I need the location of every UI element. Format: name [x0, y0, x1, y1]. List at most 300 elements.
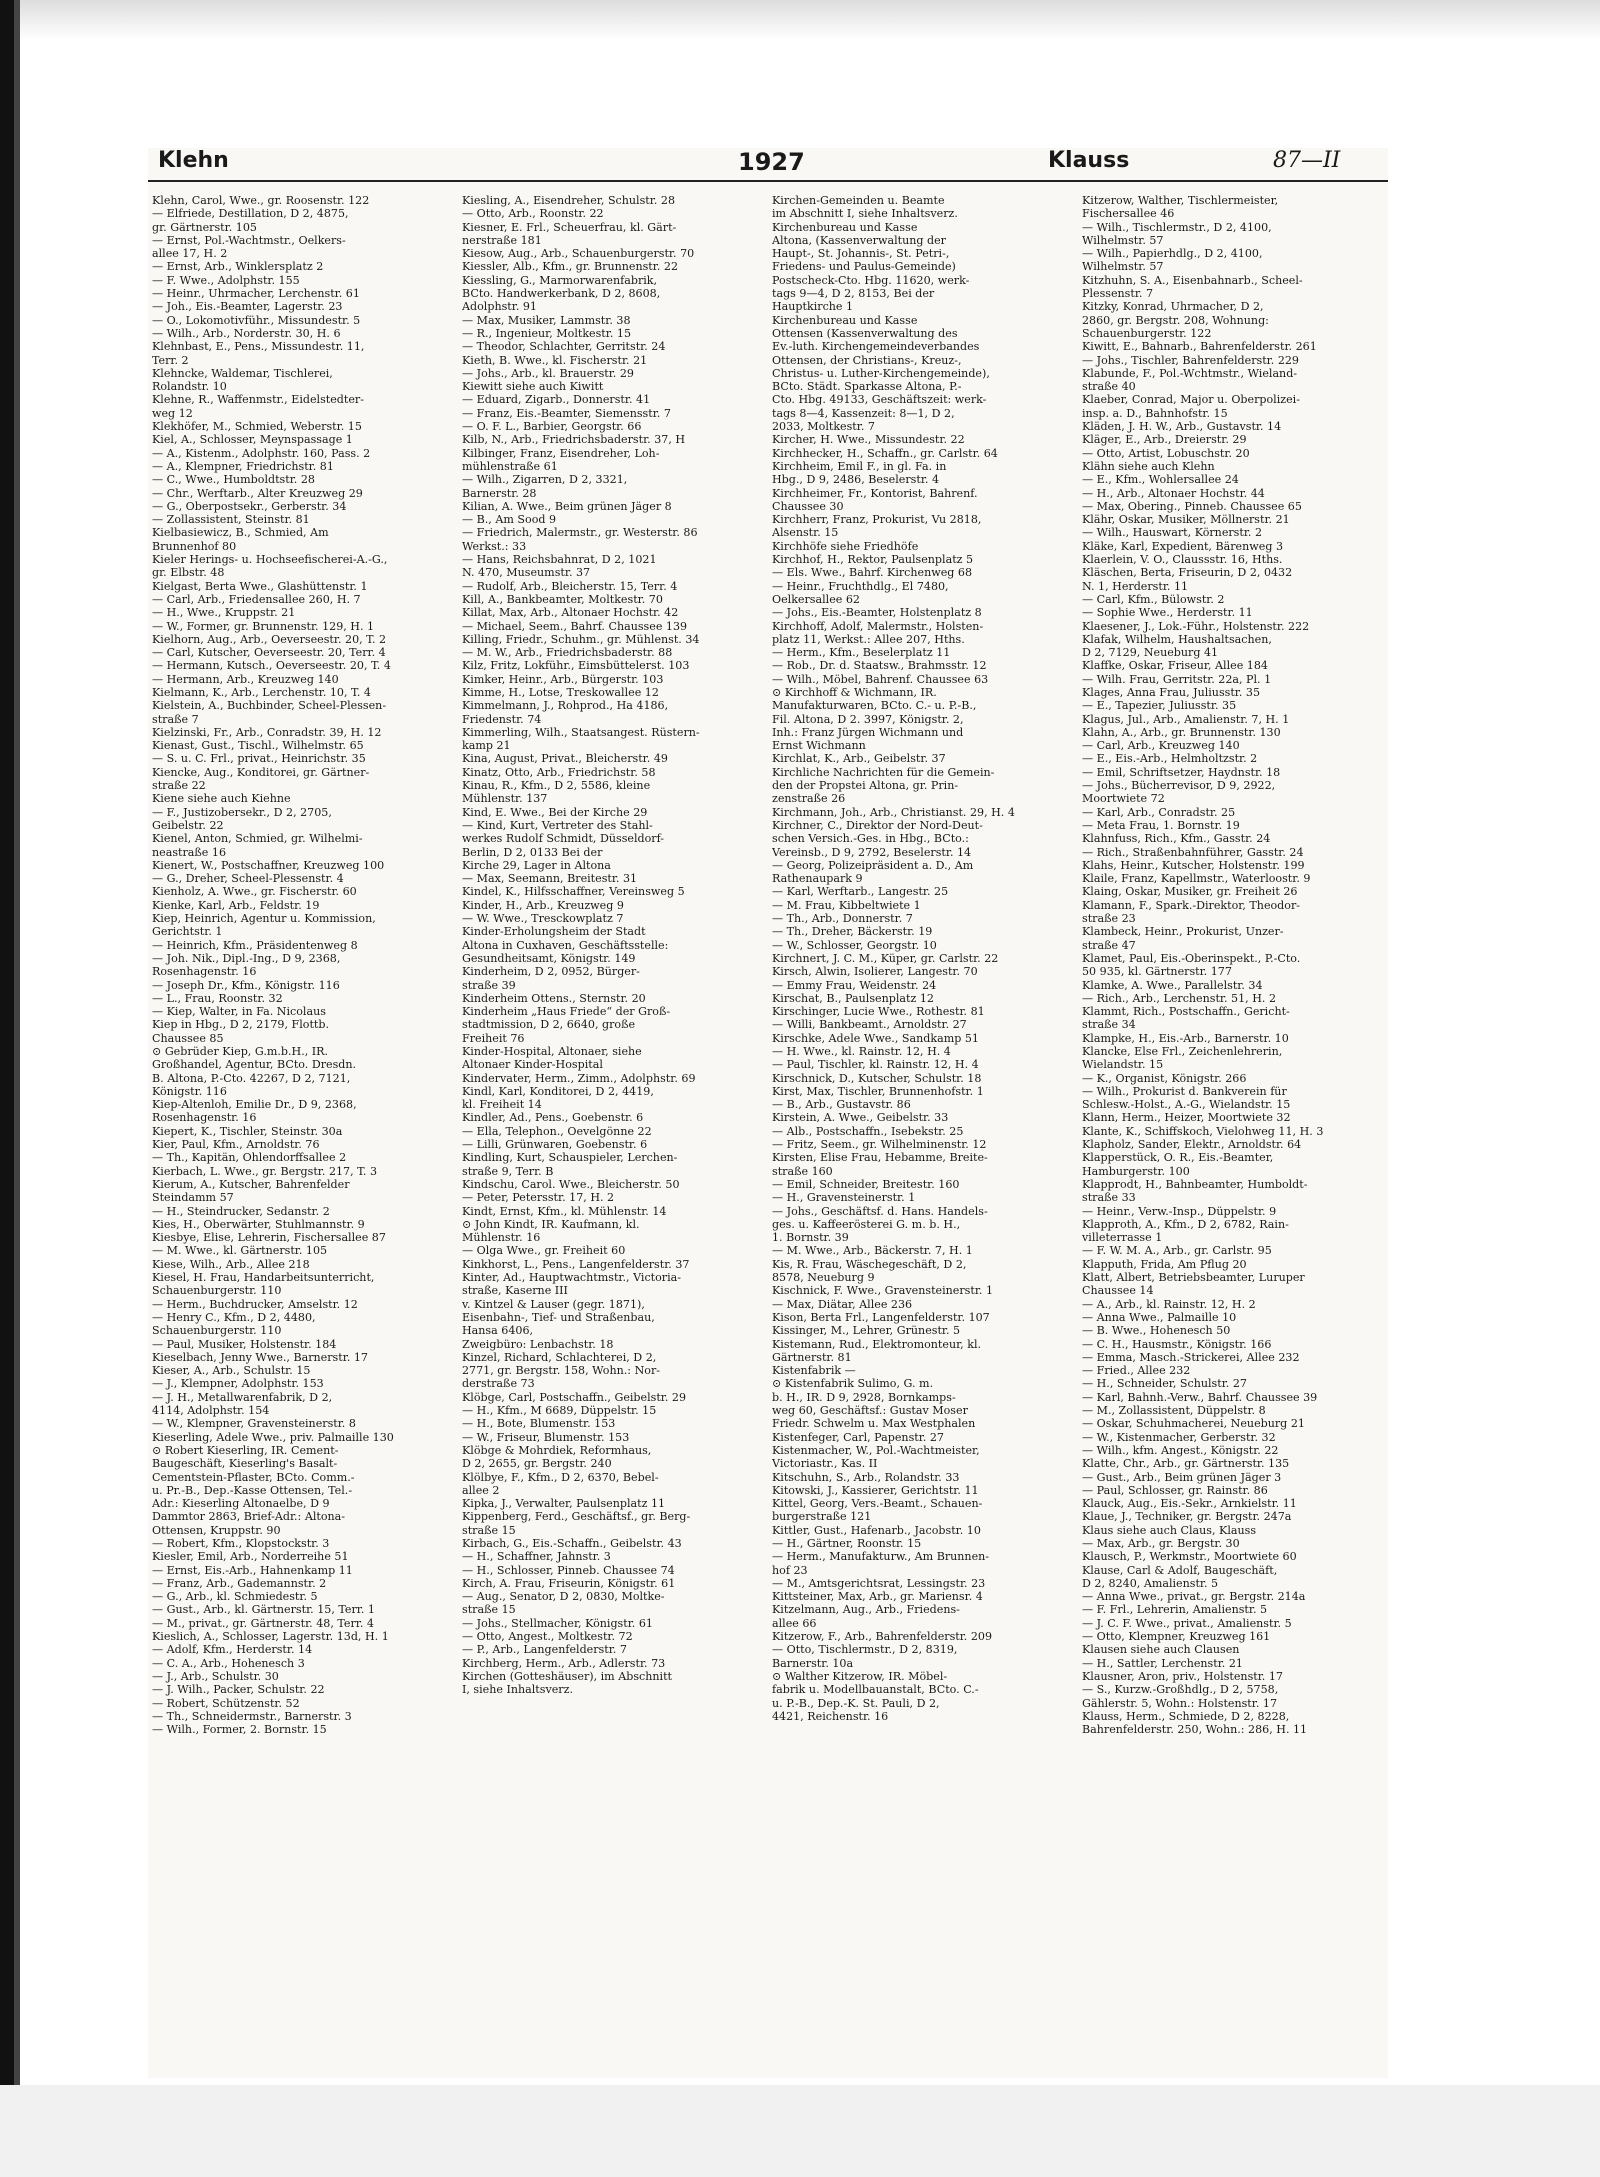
- directory-entry-line: u. P.-B., Dep.-K. St. Pauli, D 2,: [772, 1696, 940, 1710]
- column-3: [772, 194, 1070, 2054]
- directory-entry-line: Kiesbye, Elise, Lehrerin, Fischersallee 87: [152, 1231, 386, 1245]
- directory-entry-line: N. 470, Museumstr. 37: [462, 566, 591, 580]
- directory-entry-line: Kirchenbureau und Kasse: [772, 313, 918, 327]
- directory-entry-line: tags 9—4, D 2, 8153, Bei der: [772, 287, 935, 301]
- directory-entry-line: — Max, Obering., Pinneb. Chaussee 65: [1082, 499, 1302, 513]
- directory-entry-line: Klafak, Wilhelm, Haushaltsachen,: [1082, 632, 1272, 646]
- directory-entry-line: Kiessler, Alb., Kfm., gr. Brunnenstr. 22: [462, 260, 679, 274]
- directory-entry-line: — Wilh. Frau, Gerritstr. 22a, Pl. 1: [1082, 672, 1272, 686]
- directory-entry-line: Kirsch, Alwin, Isolierer, Langestr. 70: [772, 965, 978, 979]
- directory-entry-line: — Ernst, Pol.-Wachtmstr., Oelkers-: [152, 233, 346, 247]
- directory-entry-line: Kirche 29, Lager in Altona: [462, 858, 611, 872]
- directory-entry-line: Kielzinski, Fr., Arb., Conradstr. 39, H. 12: [152, 725, 382, 739]
- directory-entry-line: — O., Lokomotivführ., Missundestr. 5: [152, 313, 361, 327]
- directory-entry-line: Kinderheim „Haus Friede“ der Groß-: [462, 1005, 671, 1019]
- directory-entry-line: Chaussee 14: [1082, 1284, 1154, 1298]
- directory-entry-line: — Emil, Schriftsetzer, Haydnstr. 18: [1082, 765, 1281, 779]
- directory-entry-line: Klaus siehe auch Claus, Klauss: [1082, 1523, 1257, 1537]
- directory-entry-line: — Wilh., Former, 2. Bornstr. 15: [152, 1723, 327, 1737]
- directory-entry-line: Kinatz, Otto, Arb., Friedrichstr. 58: [462, 765, 656, 779]
- directory-entry-line: Kies, H., Oberwärter, Stuhlmannstr. 9: [152, 1217, 365, 1231]
- directory-entry-line: Kittler, Gust., Hafenarb., Jacobstr. 10: [772, 1523, 981, 1537]
- directory-entry-line: — O. F. L., Barbier, Georgstr. 66: [462, 420, 642, 434]
- page-header: [148, 148, 1388, 188]
- directory-entry-line: D 2, 7129, Neueburg 41: [1082, 646, 1219, 660]
- directory-entry-line: — Max, Arb., gr. Bergstr. 30: [1082, 1536, 1240, 1550]
- directory-entry-line: Gärtnerstr. 81: [772, 1350, 852, 1364]
- directory-entry-line: Hbg., D 9, 2486, Beselerstr. 4: [772, 473, 940, 487]
- directory-entry-line: Kiepert, K., Tischler, Steinstr. 30a: [152, 1124, 343, 1138]
- directory-entry-line: Kiep-Altenloh, Emilie Dr., D 9, 2368,: [152, 1098, 357, 1112]
- directory-entry-line: straße 47: [1082, 938, 1136, 952]
- directory-entry-line: — H., Gravensteinerstr. 1: [772, 1191, 916, 1205]
- directory-entry-line: Klatt, Albert, Betriebsbeamter, Luruper: [1082, 1271, 1305, 1285]
- directory-entry-line: — H., Schaffner, Jahnstr. 3: [462, 1550, 611, 1564]
- directory-entry-line: Klehnbast, E., Pens., Missundestr. 11,: [152, 340, 365, 354]
- directory-entry-line: kamp 21: [462, 739, 511, 753]
- directory-entry-line: — Th., Arb., Donnerstr. 7: [772, 912, 913, 926]
- directory-entry-line: Barnerstr. 10a: [772, 1656, 854, 1670]
- directory-entry-line: ⊙ Robert Kieserling, IR. Cement-: [152, 1443, 339, 1457]
- directory-entry-line: BCto. Städt. Sparkasse Altona, P.-: [772, 380, 962, 394]
- directory-entry-line: — Carl, Arb., Kreuzweg 140: [1082, 739, 1240, 753]
- directory-entry-line: — J. C. F. Wwe., privat., Amalienstr. 5: [1082, 1616, 1292, 1630]
- directory-entry-line: neastraße 16: [152, 845, 227, 859]
- directory-entry-line: Moortwiete 72: [1082, 792, 1165, 806]
- directory-entry-line: — Els. Wwe., Bahrf. Kirchenweg 68: [772, 566, 973, 580]
- directory-entry-line: — Johs., Eis.-Beamter, Holstenplatz 8: [772, 606, 982, 620]
- directory-entry-line: — Rob., Dr. d. Staatsw., Brahmsstr. 12: [772, 659, 987, 673]
- directory-entry-line: Kläden, J. H. W., Arb., Gustavstr. 14: [1082, 420, 1282, 434]
- directory-entry-line: Kier, Paul, Kfm., Arnoldstr. 76: [152, 1138, 320, 1152]
- directory-entry-line: Kirchmann, Joh., Arb., Christianst. 29, H. 4: [772, 805, 1015, 819]
- directory-entry-line: Klähn siehe auch Klehn: [1082, 459, 1215, 473]
- directory-entry-line: — Meta Frau, 1. Bornstr. 19: [1082, 818, 1240, 832]
- directory-entry-line: 2771, gr. Bergstr. 158, Wohn.: Nor-: [462, 1364, 661, 1378]
- directory-entry-line: — F. Wwe., Adolphstr. 155: [152, 273, 300, 287]
- scan-bottom-margin: [0, 2085, 1600, 2177]
- directory-entry-line: gr. Gärtnerstr. 105: [152, 220, 257, 234]
- directory-entry-line: Friedr. Schwelm u. Max Westphalen: [772, 1417, 976, 1431]
- directory-entry-line: Kienel, Anton, Schmied, gr. Wilhelmi-: [152, 832, 363, 846]
- directory-entry-line: — Wilh., Zigarren, D 2, 3321,: [462, 473, 628, 487]
- directory-entry-line: — Johs., Bücherrevisor, D 9, 2922,: [1082, 779, 1276, 793]
- directory-entry-line: Klabunde, F., Pol.-Wchtmstr., Wieland-: [1082, 366, 1298, 380]
- directory-entry-line: villeterrasse 1: [1082, 1231, 1163, 1245]
- directory-entry-line: — B., Am Sood 9: [462, 513, 557, 527]
- directory-entry-line: — Heinr., Uhrmacher, Lerchenstr. 61: [152, 287, 360, 301]
- directory-entry-line: Eisenbahn-, Tief- und Straßenbau,: [462, 1310, 655, 1324]
- directory-entry-line: Klapprodt, H., Bahnbeamter, Humboldt-: [1082, 1177, 1308, 1191]
- directory-entry-line: N. 1, Herderstr. 11: [1082, 579, 1189, 593]
- directory-entry-line: Kimmerling, Wilh., Staatsangest. Rüstern-: [462, 725, 700, 739]
- directory-entry-line: — Wilh., kfm. Angest., Königstr. 22: [1082, 1443, 1279, 1457]
- directory-entry-line: — M., Zollassistent, Düppelstr. 8: [1082, 1404, 1266, 1418]
- directory-entry-line: Killat, Max, Arb., Altonaer Hochstr. 42: [462, 606, 679, 620]
- directory-entry-line: — A., Kistenm., Adolphstr. 160, Pass. 2: [152, 446, 371, 460]
- directory-entry-line: — Karl, Bahnh.-Verw., Bahrf. Chaussee 39: [1082, 1390, 1318, 1404]
- directory-entry-line: — Georg, Polizeipräsident a. D., Am: [772, 858, 974, 872]
- directory-entry-line: Gerichtstr. 1: [152, 925, 223, 939]
- directory-entry-line: Kipka, J., Verwalter, Paulsenplatz 11: [462, 1497, 666, 1511]
- directory-entry-line: Wilhelmstr. 57: [1082, 233, 1164, 247]
- directory-entry-line: Klekhöfer, M., Schmied, Weberstr. 15: [152, 420, 362, 434]
- directory-entry-line: Ev.-luth. Kirchengemeindeverbandes: [772, 340, 980, 354]
- directory-entry-line: — Ernst, Eis.-Arb., Hahnenkamp 11: [152, 1563, 353, 1577]
- directory-entry-line: burgerstraße 121: [772, 1510, 872, 1524]
- directory-entry-line: Kierbach, L. Wwe., gr. Bergstr. 217, T. 3: [152, 1164, 378, 1178]
- directory-entry-line: — M., Amtsgerichtsrat, Lessingstr. 23: [772, 1576, 986, 1590]
- directory-entry-line: Steindamm 57: [152, 1191, 234, 1205]
- directory-entry-line: — Sophie Wwe., Herderstr. 11: [1082, 606, 1253, 620]
- directory-entry-line: Kinau, R., Kfm., D 2, 5586, kleine: [462, 779, 651, 793]
- directory-entry-line: Klagus, Jul., Arb., Amalienstr. 7, H. 1: [1082, 712, 1290, 726]
- directory-entry-line: Klapputh, Frida, Am Pflug 20: [1082, 1257, 1247, 1271]
- directory-entry-line: Kiep, Heinrich, Agentur u. Kommission,: [152, 912, 376, 926]
- directory-entry-line: — R., Ingenieur, Moltkestr. 15: [462, 326, 632, 340]
- directory-entry-line: Freiheit 76: [462, 1031, 525, 1045]
- directory-entry-line: Kirsten, Elise Frau, Hebamme, Breite-: [772, 1151, 988, 1165]
- directory-entry-line: ⊙ John Kindt, IR. Kaufmann, kl.: [462, 1217, 640, 1231]
- directory-entry-line: Kienke, Karl, Arb., Feldstr. 19: [152, 898, 320, 912]
- directory-entry-line: Kill, A., Bankbeamter, Moltkestr. 70: [462, 592, 663, 606]
- directory-entry-line: Kirch, A. Frau, Friseurin, Königstr. 61: [462, 1576, 676, 1590]
- directory-entry-line: Berlin, D 2, 0133 Bei der: [462, 845, 603, 859]
- directory-entry-line: Chaussee 30: [772, 499, 844, 513]
- directory-entry-line: Fil. Altona, D 2. 3997, Königstr. 2,: [772, 712, 964, 726]
- directory-entry-line: I, siehe Inhaltsverz.: [462, 1683, 573, 1697]
- directory-entry-line: Kiessling, G., Marmorwarenfabrik,: [462, 273, 658, 287]
- directory-entry-line: Kischnick, F. Wwe., Gravensteinerstr. 1: [772, 1284, 994, 1298]
- directory-entry-line: — J., Klempner, Adolphstr. 153: [152, 1377, 324, 1391]
- directory-entry-line: — H., Gärtner, Roonstr. 15: [772, 1536, 922, 1550]
- directory-entry-line: Kiep in Hbg., D 2, 2179, Flottb.: [152, 1018, 329, 1032]
- directory-entry-line: — Willi, Bankbeamt., Arnoldstr. 27: [772, 1018, 967, 1032]
- directory-entry-line: — Karl, Arb., Conradstr. 25: [1082, 805, 1236, 819]
- column-1: [152, 194, 450, 2054]
- directory-entry-line: D 2, 2655, gr. Bergstr. 240: [462, 1457, 612, 1471]
- directory-entry-line: — E., Tapezier, Juliusstr. 35: [1082, 699, 1237, 713]
- directory-entry-line: — Carl, Kfm., Bülowstr. 2: [1082, 592, 1225, 606]
- header-last-entry: Klauss: [1048, 148, 1130, 173]
- directory-entry-line: Klamet, Paul, Eis.-Oberinspekt., P.-Cto.: [1082, 951, 1301, 965]
- directory-entry-line: Kistenmacher, W., Pol.-Wachtmeister,: [772, 1443, 980, 1457]
- directory-entry-line: — Rich., Straßenbahnführer, Gasstr. 24: [1082, 845, 1304, 859]
- directory-entry-line: Gesundheitsamt, Königstr. 149: [462, 951, 636, 965]
- directory-entry-line: — M. Wwe., Arb., Bäckerstr. 7, H. 1: [772, 1244, 973, 1258]
- directory-entry-line: Kirchlat, K., Arb., Geibelstr. 37: [772, 752, 946, 766]
- directory-entry-line: ⊙ Gebrüder Kiep, G.m.b.H., IR.: [152, 1045, 329, 1058]
- scan-top-margin: [20, 0, 1600, 40]
- directory-entry-line: allee 66: [772, 1616, 817, 1630]
- directory-entry-line: Kirchhöfe siehe Friedhöfe: [772, 539, 919, 553]
- directory-entry-line: insp. a. D., Bahnhofstr. 15: [1082, 406, 1228, 420]
- directory-entry-line: mühlenstraße 61: [462, 459, 558, 473]
- directory-entry-line: — Emmy Frau, Weidenstr. 24: [772, 978, 937, 992]
- directory-entry-line: Kitzerow, Walther, Tischlermeister,: [1082, 194, 1279, 207]
- directory-entry-line: Klehn, Carol, Wwe., gr. Roosenstr. 122: [152, 194, 370, 207]
- directory-entry-line: Kielstein, A., Buchbinder, Scheel-Plessen-: [152, 699, 387, 713]
- directory-entry-line: — F. Frl., Lehrerin, Amalienstr. 5: [1082, 1603, 1268, 1617]
- directory-entry-line: — G., Arb., kl. Schmiedestr. 5: [152, 1590, 318, 1604]
- directory-entry-line: Kielmann, K., Arb., Lerchenstr. 10, T. 4: [152, 685, 371, 699]
- directory-entry-line: Kirchen-Gemeinden u. Beamte: [772, 194, 945, 207]
- directory-entry-line: — Ernst, Arb., Winklersplatz 2: [152, 260, 324, 274]
- directory-entry-line: platz 11, Werkst.: Allee 207, Hths.: [772, 632, 965, 646]
- directory-entry-line: Klaffke, Oskar, Friseur, Allee 184: [1082, 659, 1268, 673]
- directory-entry-line: 1. Bornstr. 39: [772, 1231, 849, 1245]
- directory-entry-line: — K., Organist, Königstr. 266: [1082, 1071, 1247, 1085]
- directory-entry-line: fabrik u. Modellbauanstalt, BCto. C.-: [772, 1683, 979, 1697]
- directory-entry-line: 4421, Reichenstr. 16: [772, 1709, 889, 1723]
- directory-entry-line: Klöbge, Carl, Postschaffn., Geibelstr. 29: [462, 1390, 687, 1404]
- directory-entry-line: — A., Klempner, Friedrichstr. 81: [152, 459, 334, 473]
- directory-entry-line: Kitzhuhn, S. A., Eisenbahnarb., Scheel-: [1082, 273, 1303, 287]
- directory-entry-line: — H., Schlosser, Pinneb. Chaussee 74: [462, 1563, 675, 1577]
- directory-entry-line: straße 34: [1082, 1018, 1136, 1032]
- directory-entry-line: Kirchnert, J. C. M., Küper, gr. Carlstr. 22: [772, 951, 999, 965]
- directory-entry-line: — F. W. M. A., Arb., gr. Carlstr. 95: [1082, 1244, 1272, 1258]
- directory-entry-line: Adr.: Kieserling Altonaelbe, D 9: [152, 1497, 330, 1511]
- directory-entry-line: Kindling, Kurt, Schauspieler, Lerchen-: [462, 1151, 678, 1165]
- directory-entry-line: — J., Arb., Schulstr. 30: [152, 1669, 279, 1683]
- directory-entry-line: Kimmelmann, J., Rohprod., Ha 4186,: [462, 699, 669, 713]
- header-year: 1927: [738, 148, 805, 176]
- directory-entry-line: — Otto, Angest., Moltkestr. 72: [462, 1630, 633, 1644]
- directory-entry-line: straße 22: [152, 779, 206, 793]
- directory-entry-line: — Michael, Seem., Bahrf. Chaussee 139: [462, 619, 688, 633]
- directory-entry-line: Alsenstr. 15: [772, 526, 839, 540]
- directory-entry-line: — H. Wwe., kl. Rainstr. 12, H. 4: [772, 1045, 951, 1058]
- directory-entry-line: — W., Schlosser, Georgstr. 10: [772, 938, 937, 952]
- directory-entry-line: — J. H., Metallwarenfabrik, D 2,: [152, 1390, 333, 1404]
- directory-entry-line: — Herm., Manufakturw., Am Brunnen-: [772, 1550, 990, 1564]
- directory-entry-line: — Anna Wwe., privat., gr. Bergstr. 214a: [1082, 1590, 1306, 1604]
- directory-entry-line: straße 15: [462, 1523, 516, 1537]
- directory-entry-line: Chaussee 85: [152, 1031, 224, 1045]
- directory-entry-line: — Henry C., Kfm., D 2, 4480,: [152, 1310, 316, 1324]
- directory-entry-line: — Herm., Kfm., Beselerplatz 11: [772, 646, 951, 660]
- directory-entry-line: Großhandel, Agentur, BCto. Dresdn.: [152, 1058, 357, 1072]
- directory-entry-line: Werkst.: 33: [462, 539, 527, 553]
- directory-entry-line: — Paul, Musiker, Holstenstr. 184: [152, 1337, 337, 1351]
- directory-entry-line: Kissinger, M., Lehrer, Grünestr. 5: [772, 1324, 961, 1338]
- directory-entry-line: — Ella, Telephon., Oevelgönne 22: [462, 1124, 652, 1138]
- directory-entry-line: — Hermann, Kutsch., Oeverseestr. 20, T. 4: [152, 659, 391, 673]
- directory-entry-line: Klaesener, J., Lok.-Führ., Holstenstr. 222: [1082, 619, 1310, 633]
- directory-entry-line: Klölbye, F., Kfm., D 2, 6370, Bebel-: [462, 1470, 659, 1484]
- directory-entry-line: Rolandstr. 10: [152, 380, 227, 394]
- directory-entry-line: — H., Sattler, Lerchenstr. 21: [1082, 1656, 1243, 1670]
- directory-entry-line: Kilian, A. Wwe., Beim grünen Jäger 8: [462, 499, 672, 513]
- directory-entry-line: — Otto, Klempner, Kreuzweg 161: [1082, 1630, 1271, 1644]
- directory-entry-line: Schauenburgerstr. 110: [152, 1284, 282, 1298]
- directory-entry-line: Kistenfabrik —: [772, 1364, 856, 1378]
- directory-entry-line: zenstraße 26: [772, 792, 846, 806]
- directory-entry-line: — Kiep, Walter, in Fa. Nicolaus: [152, 1005, 326, 1019]
- directory-entry-line: — W. Wwe., Tresckowplatz 7: [462, 912, 624, 926]
- directory-entry-line: derstraße 73: [462, 1377, 535, 1391]
- directory-entry-line: — H., Steindrucker, Sedanstr. 2: [152, 1204, 330, 1218]
- directory-entry-line: Klaile, Franz, Kapellmstr., Waterloostr. 9: [1082, 872, 1311, 886]
- directory-entry-line: — Otto, Artist, Lobuschstr. 20: [1082, 446, 1250, 460]
- directory-entry-line: — Kind, Kurt, Vertreter des Stahl-: [462, 818, 653, 832]
- directory-entry-line: den der Propstei Altona, gr. Prin-: [772, 779, 959, 793]
- directory-entry-line: Kirbach, G., Eis.-Schaffn., Geibelstr. 43: [462, 1536, 682, 1550]
- directory-entry-line: Klausen siehe auch Clausen: [1082, 1643, 1240, 1657]
- header-rule: [148, 180, 1388, 182]
- directory-entry-line: B. Altona, P.-Cto. 42267, D 2, 7121,: [152, 1071, 351, 1085]
- scan-edge-shadow: [14, 0, 20, 2177]
- directory-entry-line: Kienert, W., Postschaffner, Kreuzweg 100: [152, 858, 385, 872]
- directory-entry-line: Cementstein-Pflaster, BCto. Comm.-: [152, 1470, 355, 1484]
- directory-entry-line: Kinkhorst, L., Pens., Langenfelderstr. 37: [462, 1257, 690, 1271]
- directory-entry-line: Hamburgerstr. 100: [1082, 1164, 1190, 1178]
- directory-entry-line: Kinder, H., Arb., Kreuzweg 9: [462, 898, 624, 912]
- directory-entry-line: — Hans, Reichsbahnrat, D 2, 1021: [462, 553, 657, 567]
- directory-entry-line: schen Versich.-Ges. in Hbg., BCto.:: [772, 832, 969, 846]
- directory-entry-line: — A., Arb., kl. Rainstr. 12, H. 2: [1082, 1297, 1256, 1311]
- directory-entry-line: Klauss, Herm., Schmiede, D 2, 8228,: [1082, 1709, 1290, 1723]
- directory-entry-line: Kirstein, A. Wwe., Geibelstr. 33: [772, 1111, 949, 1125]
- directory-entry-line: Ernst Wichmann: [772, 739, 866, 753]
- directory-entry-line: Cto. Hbg. 49133, Geschäftszeit: werk-: [772, 393, 987, 407]
- directory-entry-line: Kilb, N., Arb., Friedrichsbaderstr. 37, H: [462, 433, 686, 447]
- directory-entry-line: Klamann, F., Spark.-Direktor, Theodor-: [1082, 898, 1301, 912]
- directory-entry-line: Kindervater, Herm., Zimm., Adolphstr. 69: [462, 1071, 696, 1085]
- directory-entry-line: — Th., Schneidermstr., Barnerstr. 3: [152, 1709, 352, 1723]
- directory-entry-line: Kirchner, C., Direktor der Nord-Deut-: [772, 818, 983, 832]
- directory-entry-line: Vereinsb., D 9, 2792, Beselerstr. 14: [772, 845, 972, 859]
- directory-entry-line: Ottensen, der Christians-, Kreuz-,: [772, 353, 962, 367]
- directory-entry-line: ges. u. Kaffeerösterei G. m. b. H.,: [772, 1217, 961, 1231]
- directory-entry-line: — Max, Seemann, Breitestr. 31: [462, 872, 638, 886]
- directory-entry-line: — Carl, Kutscher, Oeverseestr. 20, Terr. 4: [152, 646, 386, 660]
- directory-entry-line: straße 15: [462, 1603, 516, 1617]
- directory-entry-line: Ottensen, Kruppstr. 90: [152, 1523, 281, 1537]
- directory-entry-line: Brunnenhof 80: [152, 539, 237, 553]
- directory-entry-line: ⊙ Walther Kitzerow, IR. Möbel-: [772, 1669, 948, 1683]
- directory-entry-line: — Johs., Geschäftsf. d. Hans. Handels-: [772, 1204, 988, 1218]
- directory-entry-line: — Oskar, Schuhmacherei, Neueburg 21: [1082, 1417, 1305, 1431]
- directory-entry-line: — M. Wwe., kl. Gärtnerstr. 105: [152, 1244, 328, 1258]
- directory-entry-line: Postscheck-Cto. Hbg. 11620, werk-: [772, 273, 970, 287]
- directory-entry-line: Mühlenstr. 137: [462, 792, 548, 806]
- directory-entry-line: Kittel, Georg, Vers.-Beamt., Schauen-: [772, 1497, 983, 1511]
- directory-entry-line: — Adolf, Kfm., Herderstr. 14: [152, 1643, 313, 1657]
- directory-entry-line: Kimker, Heinr., Arb., Bürgerstr. 103: [462, 672, 664, 686]
- directory-entry-line: ⊙ Kistenfabrik Sulimo, G. m.: [772, 1377, 934, 1391]
- directory-entry-line: Kierum, A., Kutscher, Bahrenfelder: [152, 1177, 350, 1191]
- directory-entry-line: Altona, (Kassenverwaltung der: [772, 233, 946, 247]
- directory-entry-line: — Max, Musiker, Lammstr. 38: [462, 313, 631, 327]
- directory-entry-line: — Karl, Werftarb., Langestr. 25: [772, 885, 949, 899]
- directory-entry-line: — L., Frau, Roonstr. 32: [152, 991, 283, 1005]
- directory-entry-line: Kindt, Ernst, Kfm., kl. Mühlenstr. 14: [462, 1204, 667, 1218]
- directory-entry-line: — Franz, Eis.-Beamter, Siemensstr. 7: [462, 406, 671, 420]
- directory-entry-line: Kinderheim, D 2, 0952, Bürger-: [462, 965, 640, 979]
- directory-entry-line: Klampke, H., Eis.-Arb., Barnerstr. 10: [1082, 1031, 1289, 1045]
- directory-entry-line: — S. u. C. Frl., privat., Heinrichstr. 35: [152, 752, 366, 766]
- directory-entry-line: Schauenburgerstr. 122: [1082, 326, 1212, 340]
- directory-entry-line: Kitowski, J., Kassierer, Gerichtstr. 11: [772, 1483, 979, 1497]
- directory-entry-line: Kirchliche Nachrichten für die Gemein-: [772, 765, 995, 779]
- directory-entry-line: Kindel, K., Hilfsschaffner, Vereinsweg 5: [462, 885, 685, 899]
- directory-entry-line: — C., Wwe., Humboldtstr. 28: [152, 473, 315, 487]
- directory-entry-line: Klante, K., Schiffskoch, Vielohweg 11, H. 3: [1082, 1124, 1324, 1138]
- directory-entry-line: Klages, Anna Frau, Juliusstr. 35: [1082, 685, 1261, 699]
- directory-entry-line: Kiel, A., Schlosser, Meynspassage 1: [152, 433, 353, 447]
- directory-entry-line: Terr. 2: [152, 353, 189, 367]
- directory-entry-line: straße 9, Terr. B: [462, 1164, 554, 1178]
- directory-entry-line: Kindschu, Carol. Wwe., Bleicherstr. 50: [462, 1177, 680, 1191]
- directory-entry-line: Kiesel, H. Frau, Handarbeitsunterricht,: [152, 1271, 375, 1285]
- directory-entry-line: u. Pr.-B., Dep.-Kasse Ottensen, Tel.-: [152, 1483, 353, 1497]
- directory-entry-line: hof 23: [772, 1563, 808, 1577]
- directory-entry-line: — Eduard, Zigarb., Donnerstr. 41: [462, 393, 651, 407]
- directory-entry-line: Klausch, P., Werkmstr., Moortwiete 60: [1082, 1550, 1297, 1564]
- directory-entry-line: Kirchenbureau und Kasse: [772, 220, 918, 234]
- directory-entry-line: — E., Eis.-Arb., Helmholtzstr. 2: [1082, 752, 1258, 766]
- directory-entry-line: — Fried., Allee 232: [1082, 1364, 1191, 1378]
- directory-entry-line: Kindl, Karl, Konditorei, D 2, 4419,: [462, 1084, 654, 1098]
- directory-entry-line: Kina, August, Privat., Bleicherstr. 49: [462, 752, 668, 766]
- directory-entry-line: — H., Schneider, Schulstr. 27: [1082, 1377, 1247, 1391]
- directory-entry-line: — Joh. Nik., Dipl.-Ing., D 9, 2368,: [152, 951, 341, 965]
- directory-entry-line: Killing, Friedr., Schuhm., gr. Mühlenst. 34: [462, 632, 700, 646]
- directory-entry-line: ⊙ Kirchhoff & Wichmann, IR.: [772, 685, 937, 699]
- directory-entry-line: Kippenberg, Ferd., Geschäftsf., gr. Berg-: [462, 1510, 691, 1524]
- directory-entry-line: Klatte, Chr., Arb., gr. Gärtnerstr. 135: [1082, 1457, 1290, 1471]
- directory-entry-line: — P., Arb., Langenfelderstr. 7: [462, 1643, 627, 1657]
- directory-entry-line: v. Kintzel & Lauser (gegr. 1871),: [462, 1297, 645, 1311]
- directory-entry-line: Klammt, Rich., Postschaffn., Gericht-: [1082, 1005, 1290, 1019]
- directory-entry-line: Klöbge & Mohrdiek, Reformhaus,: [462, 1443, 652, 1457]
- directory-entry-line: — Hermann, Arb., Kreuzweg 140: [152, 672, 339, 686]
- directory-entry-line: Rosenhagenstr. 16: [152, 965, 257, 979]
- directory-entry-line: Klann, Herm., Heizer, Moortwiete 32: [1082, 1111, 1291, 1125]
- directory-entry-line: Friedenstr. 74: [462, 712, 542, 726]
- directory-entry-line: — W., Klempner, Gravensteinerstr. 8: [152, 1417, 356, 1431]
- directory-entry-line: — Robert, Schützenstr. 52: [152, 1696, 300, 1710]
- directory-entry-line: Kielbasiewicz, B., Schmied, Am: [152, 526, 329, 540]
- directory-entry-line: Kind, E. Wwe., Bei der Kirche 29: [462, 805, 648, 819]
- directory-entry-line: — H., Wwe., Kruppstr. 21: [152, 606, 296, 620]
- directory-entry-line: allee 2: [462, 1483, 500, 1497]
- directory-entry-line: Hauptkirche 1: [772, 300, 854, 314]
- directory-entry-line: — Theodor, Schlachter, Gerritstr. 24: [462, 340, 666, 354]
- directory-entry-line: Kirchhecker, H., Schaffn., gr. Carlstr. 64: [772, 446, 998, 460]
- directory-entry-line: straße, Kaserne III: [462, 1284, 568, 1298]
- directory-entry-line: — Max, Diätar, Allee 236: [772, 1297, 913, 1311]
- directory-entry-line: nerstraße 181: [462, 233, 542, 247]
- directory-entry-line: Altonaer Kinder-Hospital: [462, 1058, 603, 1072]
- directory-entry-line: Manufakturwaren, BCto. C.- u. P.-B.,: [772, 699, 977, 713]
- directory-entry-line: Fischersallee 46: [1082, 207, 1175, 221]
- directory-entry-line: Altona in Cuxhaven, Geschäftsstelle:: [462, 938, 669, 952]
- directory-entry-line: Kitzky, Konrad, Uhrmacher, D 2,: [1082, 300, 1264, 314]
- directory-entry-line: weg 12: [152, 406, 193, 420]
- directory-entry-line: — Rudolf, Arb., Bleicherstr. 15, Terr. 4: [462, 579, 678, 593]
- directory-entry-line: — Otto, Arb., Roonstr. 22: [462, 207, 604, 221]
- directory-entry-line: Kinter, Ad., Hauptwachtmstr., Victoria-: [462, 1271, 682, 1285]
- directory-entry-line: Schauenburgerstr. 110: [152, 1324, 282, 1338]
- directory-entry-line: Haupt-, St. Johannis-, St. Petri-,: [772, 247, 950, 261]
- directory-entry-line: straße 39: [462, 978, 516, 992]
- header-page-number: 87—II: [1273, 148, 1341, 173]
- directory-entry-line: Kilz, Fritz, Lokführ., Eimsbüttelerst. 103: [462, 659, 690, 673]
- directory-entry-line: — Otto, Tischlermstr., D 2, 8319,: [772, 1643, 958, 1657]
